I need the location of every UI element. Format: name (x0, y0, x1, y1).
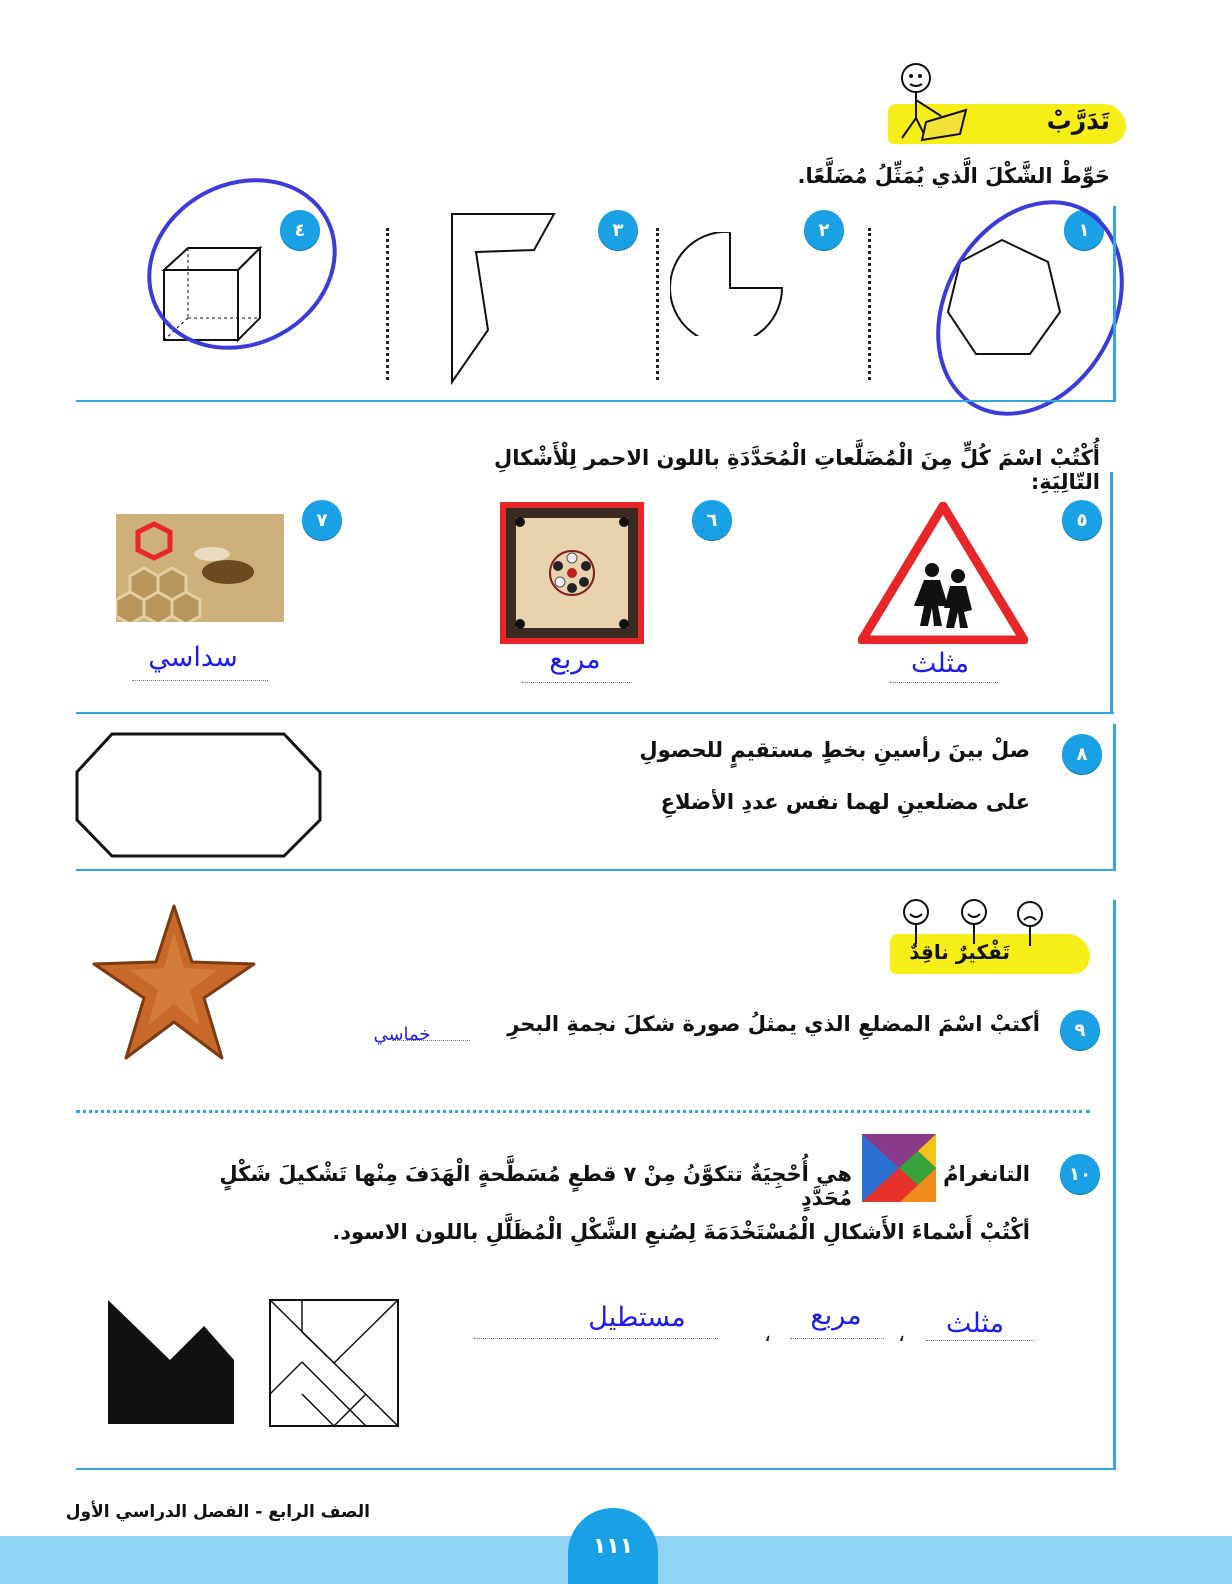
answer-line (474, 1338, 718, 1339)
circle-instruction: حَوِّطْ الشَّكْلَ الَّذي يُمَثِّلُ مُضَلَّعًا. (797, 164, 1110, 188)
section-border (1110, 472, 1113, 712)
item-number-badge: ٦ (692, 500, 732, 540)
bent-shape-icon[interactable] (446, 210, 562, 386)
item-number-badge: ٤ (280, 210, 320, 250)
answer-line (926, 1340, 1034, 1341)
name-polygons-instruction: أُكْتُبْ اسْمَ كُلٍّ مِنَ الْمُضَلَّعاتِ الْمُحَدَّدَةِ باللون الاحمر لِلْأَشْكالِ التّالِيَةِ: (494, 446, 1100, 494)
dotted-separator (868, 228, 871, 380)
comma: ، (898, 1322, 906, 1347)
critical-title: تَفْكيرٌ ناقِدٌ (909, 940, 1010, 964)
answer-circle-4 (136, 168, 348, 360)
q10-term: التانغرامُ (943, 1162, 1030, 1186)
shaded-shape-icon (106, 1298, 238, 1426)
item-number-badge: ٧ (302, 500, 342, 540)
answer-line (132, 680, 268, 681)
honeycomb-bee-icon (116, 514, 284, 622)
answer-line (522, 682, 632, 683)
item-number-badge: ١ (1064, 210, 1104, 250)
carrom-board-icon (498, 500, 646, 646)
q9-text: أكتبْ اسْمَ المضلعِ الذي يمثلُ صورة شكلَ نجمةِ البحرِ (507, 1012, 1040, 1036)
warning-triangle-sign-icon (858, 502, 1028, 644)
item-number-badge: ٢ (804, 210, 844, 250)
item-number-badge: ٨ (1062, 734, 1102, 774)
q10-line2: أكْتُبْ أَسْماءَ الأَشكالِ الْمُسْتَخْدَمَةَ لِصُنعِ الشَّكْلِ الْمُظَلَّلِ باللون الاسود. (332, 1220, 1030, 1244)
q8-line1: صلْ بينَ رأسينِ بخطٍ مستقيمٍ للحصولِ (639, 738, 1030, 762)
starfish-icon (92, 902, 258, 1062)
dotted-separator (656, 228, 659, 380)
answer-5: مثلث (910, 648, 970, 679)
answer-line (790, 1338, 884, 1339)
q8-line2: على مضلعينِ لهما نفس عددِ الأضلاعِ (660, 790, 1030, 814)
section-border (1113, 724, 1116, 870)
answer-10-1: مثلث (945, 1308, 1005, 1339)
section-border (1113, 206, 1116, 402)
answer-7: سداسي (148, 642, 238, 673)
comma: ، (764, 1322, 772, 1347)
item-number-badge: ٣ (598, 210, 638, 250)
section-divider (76, 712, 1114, 714)
answer-6: مربع (549, 644, 601, 675)
tangram-outline-icon (268, 1298, 400, 1428)
footer-course-label: الصف الرابع - الفصل الدراسي الأول (65, 1502, 370, 1522)
section-border (1113, 900, 1116, 1470)
answer-line (392, 1040, 470, 1041)
answer-circle-1 (926, 192, 1132, 424)
practice-title: تَدَرَّبْ (1046, 106, 1110, 135)
item-number-badge: ٥ (1062, 500, 1102, 540)
octagon-icon[interactable] (74, 730, 324, 860)
dotted-section-divider (76, 1110, 1090, 1113)
q10-line1: هي أُحْجِيَةٌ تتكوَّنُ مِنْ ٧ قطعٍ مُسَطَّحةٍ الْهَدَفَ مِنْها تَشْكيلَ شَكْلٍ مُحَدَّدٍ (219, 1162, 852, 1210)
tangram-icon (862, 1134, 936, 1202)
section-divider (76, 400, 1116, 402)
pie-sector-icon[interactable] (670, 232, 790, 336)
answer-9: خماسي (373, 1024, 431, 1045)
answer-10-2: مربع (810, 1300, 862, 1331)
item-number-badge: ٩ (1060, 1010, 1100, 1050)
item-number-badge: ١٠ (1060, 1154, 1100, 1194)
section-divider (76, 869, 1116, 871)
answer-line (890, 682, 998, 683)
section-divider (76, 1468, 1116, 1470)
answer-10-3: مستطيل (588, 1302, 686, 1333)
page-number: ١١١ (568, 1508, 658, 1584)
dotted-separator (386, 228, 389, 380)
